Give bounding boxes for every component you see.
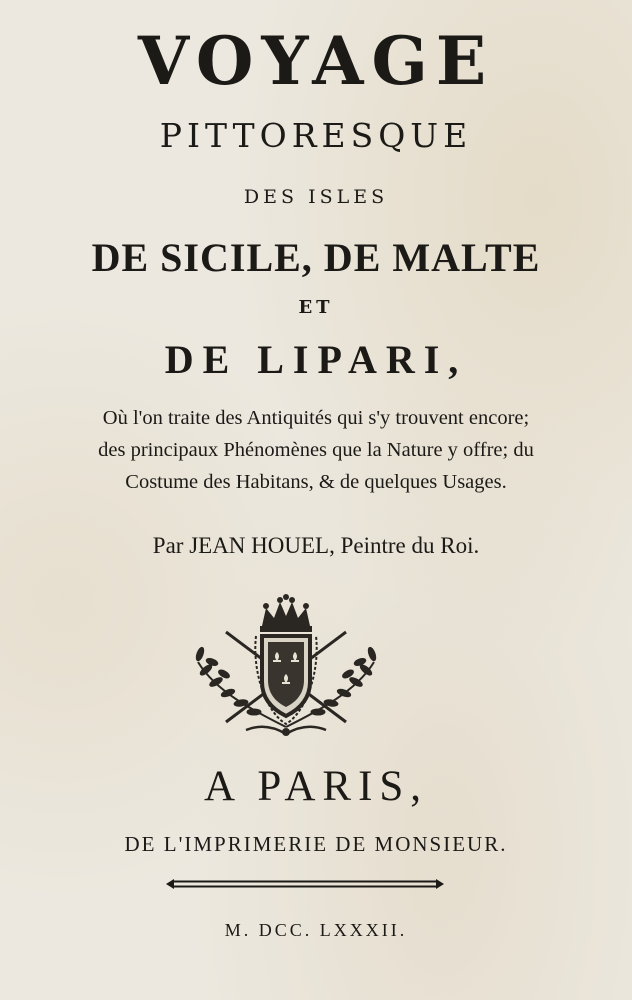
printer-line: DE L'IMPRIMERIE DE MONSIEUR.	[124, 832, 508, 856]
description-line: Costume des Habitans, & de quelques Usages.	[125, 471, 507, 493]
title-et: ET	[298, 297, 334, 318]
title-pittoresque: PITTORESQUE	[159, 116, 473, 155]
description	[0, 402, 632, 498]
title-des-isles: DES ISLES	[243, 186, 389, 208]
place-line: A PARIS,	[203, 763, 429, 810]
description-line: Où l'on traite des Antiquités qui s'y trouvent encore;	[102, 407, 530, 429]
title-lipari: DE LIPARI,	[164, 337, 468, 382]
author-line: Par JEAN HOUEL, Peintre du Roi.	[152, 533, 480, 558]
title-sicile-malte: DE SICILE, DE MALTE	[91, 235, 541, 280]
title-voyage: VOYAGE	[137, 22, 495, 100]
description-line: des principaux Phénomènes que la Nature y offre; du	[98, 439, 534, 461]
publication-date: M. DCC. LXXXII.	[224, 920, 408, 940]
royal-coat-of-arms-icon	[186, 592, 386, 742]
ornamental-rule	[166, 877, 444, 891]
